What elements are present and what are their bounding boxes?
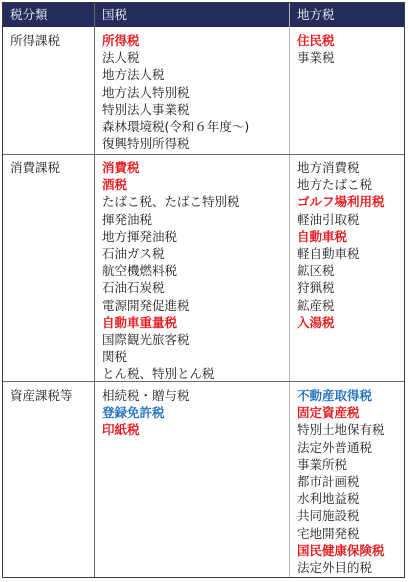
tax-item: 不動産取得税 [297, 388, 373, 403]
tax-item: 入湯税 [297, 314, 335, 330]
tax-item: 特別土地保有税 [297, 422, 385, 438]
tax-item: 石油ガス税 [102, 245, 165, 261]
row-category-income [3, 32, 94, 49]
tax-item: 関税 [102, 349, 128, 365]
tax-item: 特別法人事業税 [102, 101, 190, 117]
row-divider [3, 154, 404, 155]
header-local: 地方税 [297, 7, 335, 22]
tax-item: 自動車重量税 [102, 314, 178, 330]
tax-item: 国際観光旅客税 [102, 331, 190, 347]
tax-item: 酒税 [102, 177, 128, 193]
tax-item: 事業税 [297, 50, 335, 66]
tax-item: 地方揮発油税 [102, 228, 178, 244]
national-tax-list-income [95, 32, 289, 152]
tax-item: 所得税 [102, 33, 140, 48]
tax-item: 印紙税 [102, 422, 140, 438]
tax-item: 宅地開発税 [297, 525, 360, 541]
tax-item: 相続税・贈与税 [102, 388, 190, 403]
tax-item: とん税、特別とん税 [102, 366, 215, 382]
tax-item: 鉱産税 [297, 297, 335, 313]
tax-item: 地方消費税 [297, 160, 360, 175]
tax-item: 地方法人税 [102, 67, 165, 83]
category-label: 所得課税 [10, 33, 61, 48]
tax-item: 法定外普通税 [297, 439, 373, 455]
tax-item: 消費税 [102, 160, 140, 175]
tax-item: 登録免許税 [102, 405, 165, 421]
tax-item: 事業所税 [297, 456, 348, 472]
header-category: 税分類 [10, 7, 48, 22]
tax-item: 石油石炭税 [102, 280, 165, 296]
tax-item: たばこ税、たばこ特別税 [102, 194, 240, 210]
tax-item: 共同施設税 [297, 508, 360, 524]
tax-item: 電源開発促進税 [102, 297, 190, 313]
tax-item: 軽油引取税 [297, 211, 360, 227]
tax-item: 法人税 [102, 50, 140, 66]
tax-item: 国民健康保険税 [297, 542, 385, 558]
tax-item: 住民税 [297, 33, 335, 48]
tax-item: 揮発油税 [102, 211, 153, 227]
header-national: 国税 [102, 7, 128, 22]
local-tax-list-income [290, 32, 404, 66]
tax-item: 航空機燃料税 [102, 263, 178, 279]
tax-item: 鉱区税 [297, 263, 335, 279]
tax-item: 固定資産税 [297, 405, 360, 421]
tax-item: 復興特別所得税 [102, 136, 190, 152]
tax-item: ゴルフ場利用税 [297, 194, 385, 210]
tax-item: 森林環境税(令和６年度～) [102, 118, 250, 134]
tax-item: 地方法人特別税 [102, 84, 190, 100]
tax-item: 狩猟税 [297, 280, 335, 296]
tax-item: 自動車税 [297, 228, 348, 244]
tax-item: 地方たばこ税 [297, 177, 373, 193]
tax-item: 水利地益税 [297, 491, 360, 507]
national-tax-list-consumption [95, 159, 289, 382]
tax-item: 軽自動車税 [297, 245, 360, 261]
category-label: 資産課税等 [10, 388, 73, 403]
national-tax-list-assets [95, 387, 289, 439]
category-label: 消費課税 [10, 160, 61, 175]
tax-classification-table [2, 2, 405, 578]
tax-item: 都市計画税 [297, 473, 360, 489]
local-tax-list-assets [290, 387, 404, 576]
tax-item: 法定外目的税 [297, 559, 373, 575]
row-category-assets [3, 387, 94, 404]
row-category-consumption [3, 159, 94, 176]
local-tax-list-consumption [290, 159, 404, 331]
